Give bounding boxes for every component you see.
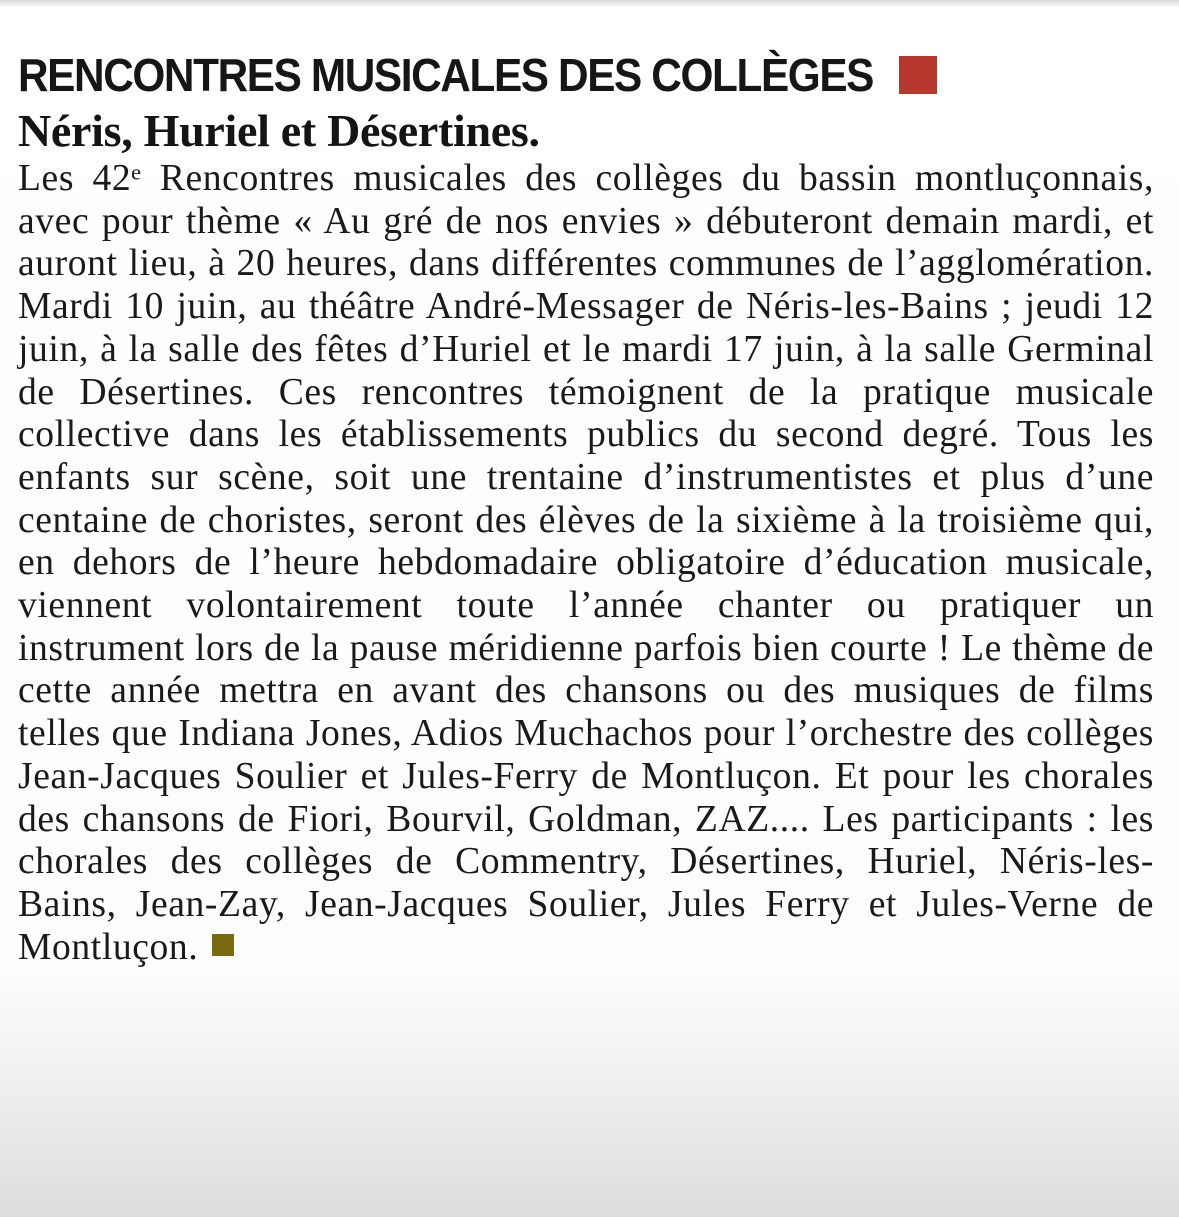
kicker-title: RENCONTRES MUSICALES DES COLLÈGES <box>18 49 874 101</box>
section-kicker <box>18 44 1154 106</box>
article-body-text: Les 42ᵉ Rencontres musicales des collèges du bassin montluçonnais, avec pour thème « Au gré de nos envies » débuteront demain mardi, et auront lieu, à 20 heures, dans différentes communes de l’agglomération. Mardi 10 juin, au théâtre André-Messager de Néris-les-Bains ; jeudi 12 juin, à la salle des fêtes d’Huriel et le mardi 17 juin, à la salle Germinal de Désertines. Ces rencontres témoignent de la pratique musicale collective dans les établissements publics du second degré. Tous les enfants sur scène, soit une trentaine d’instrumentistes et plus d’une centaine de choristes, seront des élèves de la sixième à la troisième qui, en dehors de l’heure hebdomadaire obligatoire d’éducation musicale, viennent volontairement toute l’année chanter ou pratiquer un instrument lors de la pause méridienne parfois bien courte ! Le thème de cette année mettra en avant des chansons ou des musiques de films telles que Indiana Jones, Adios Muchachos pour l’orchestre des collèges Jean-Jacques Soulier et Jules-Ferry de Montluçon. Et pour les chorales des chansons de Fiori, Bourvil, Goldman, ZAZ.... Les participants : les chorales des collèges de Commentry, Désertines, Huriel, Néris-les-Bains, Jean-Zay, Jean-Jacques Soulier, Jules Ferry et Jules-Verne de Montluçon. <box>18 158 1154 968</box>
news-article <box>18 44 1154 969</box>
article-body <box>18 158 1154 969</box>
kicker-square-icon <box>899 56 937 94</box>
end-square-icon <box>212 934 234 956</box>
article-headline: Néris, Huriel et Désertines. <box>18 105 540 156</box>
top-border <box>0 0 1179 8</box>
